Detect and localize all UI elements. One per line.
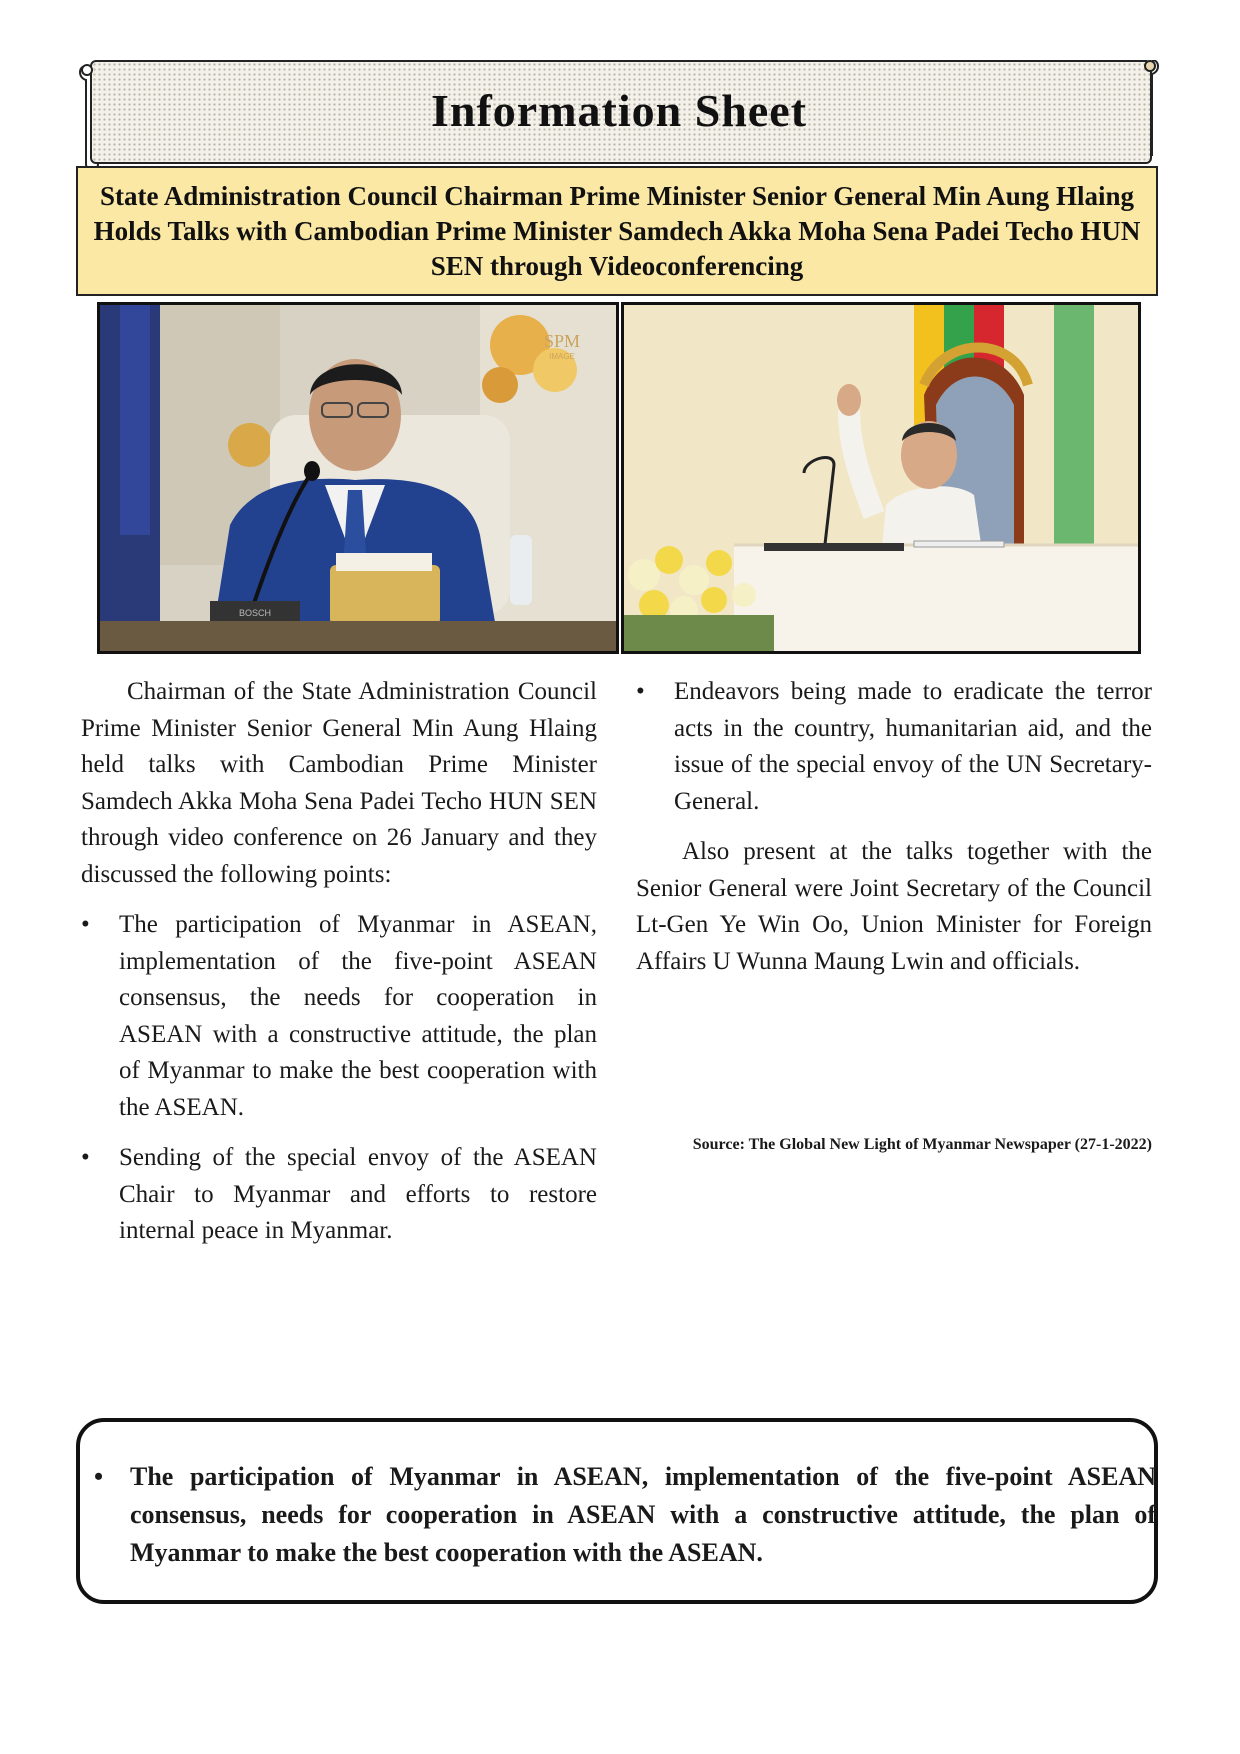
intro-paragraph: Chairman of the State Administration Council Prime Minister Senior General Min Aung Hlaing held talks with Cambodian Prime Minister Samdech Akka Moha Sena Padei Techo HUN SEN through video conference on 26 January and they discussed the following points: [81, 678, 597, 888]
bullet-item [81, 1140, 597, 1250]
bullet-dot: • [94, 1462, 104, 1491]
photo-hun-sen [97, 302, 619, 654]
mic-brand-label: BOSCH [238, 608, 272, 618]
bullet-dot: • [81, 911, 90, 938]
page-title: Information Sheet [430, 85, 808, 136]
watermark-image: IMAGE [549, 352, 575, 361]
bullet-dot: • [81, 1144, 90, 1171]
watermark-spm: SPM [543, 331, 581, 351]
headline-text: State Administration Council Chairman Prime Minister Senior General Min Aung Hlaing Holds Talks with Cambodian Prime Minister Samdech Akka Moha Sena Padei Techo HUN SEN through Videoconferencing [93, 180, 1141, 281]
summary-box [76, 1418, 1158, 1604]
title-banner [78, 60, 1160, 164]
photo-hun-sen-illustration [100, 305, 616, 651]
photo-min-aung-hlaing-illustration [624, 305, 1138, 651]
closing-paragraph: Also present at the talks together with the Senior General were Joint Secretary of the Council Lt-Gen Ye Win Oo, Union Minister for Foreign Affairs U Wunna Maung Lwin and officials. [636, 838, 1152, 975]
bullet-text: Sending of the special envoy of the ASEAN Chair to Myanmar and efforts to restore internal peace in Myanmar. [119, 1144, 597, 1244]
summary-text: The participation of Myanmar in ASEAN, implementation of the five-point ASEAN consensus, needs for cooperation in ASEAN with a constructive attitude, the plan of Myanmar to make the best cooperation with the ASEAN. [130, 1462, 1156, 1567]
bullet-text: Endeavors being made to eradicate the terror acts in the country, humanitarian aid, and the issue of the special envoy of the UN Secretary-General. [674, 678, 1152, 815]
bullet-dot: • [636, 678, 645, 705]
left-column [81, 674, 597, 1264]
source-citation: Source: The Global New Light of Myanmar Newspaper (27-1-2022) [692, 1136, 1152, 1153]
summary-bullet [94, 1458, 1156, 1572]
bullet-text: The participation of Myanmar in ASEAN, implementation of the five-point ASEAN consensus, the needs for cooperation in ASEAN with a constructive attitude, the plan of Myanmar to make the best cooperation with the ASEAN. [119, 911, 597, 1121]
photo-min-aung-hlaing [621, 302, 1141, 654]
right-column [636, 674, 1152, 994]
bullet-item [636, 674, 1152, 820]
headline-box [76, 166, 1158, 296]
bullet-item [81, 907, 597, 1126]
